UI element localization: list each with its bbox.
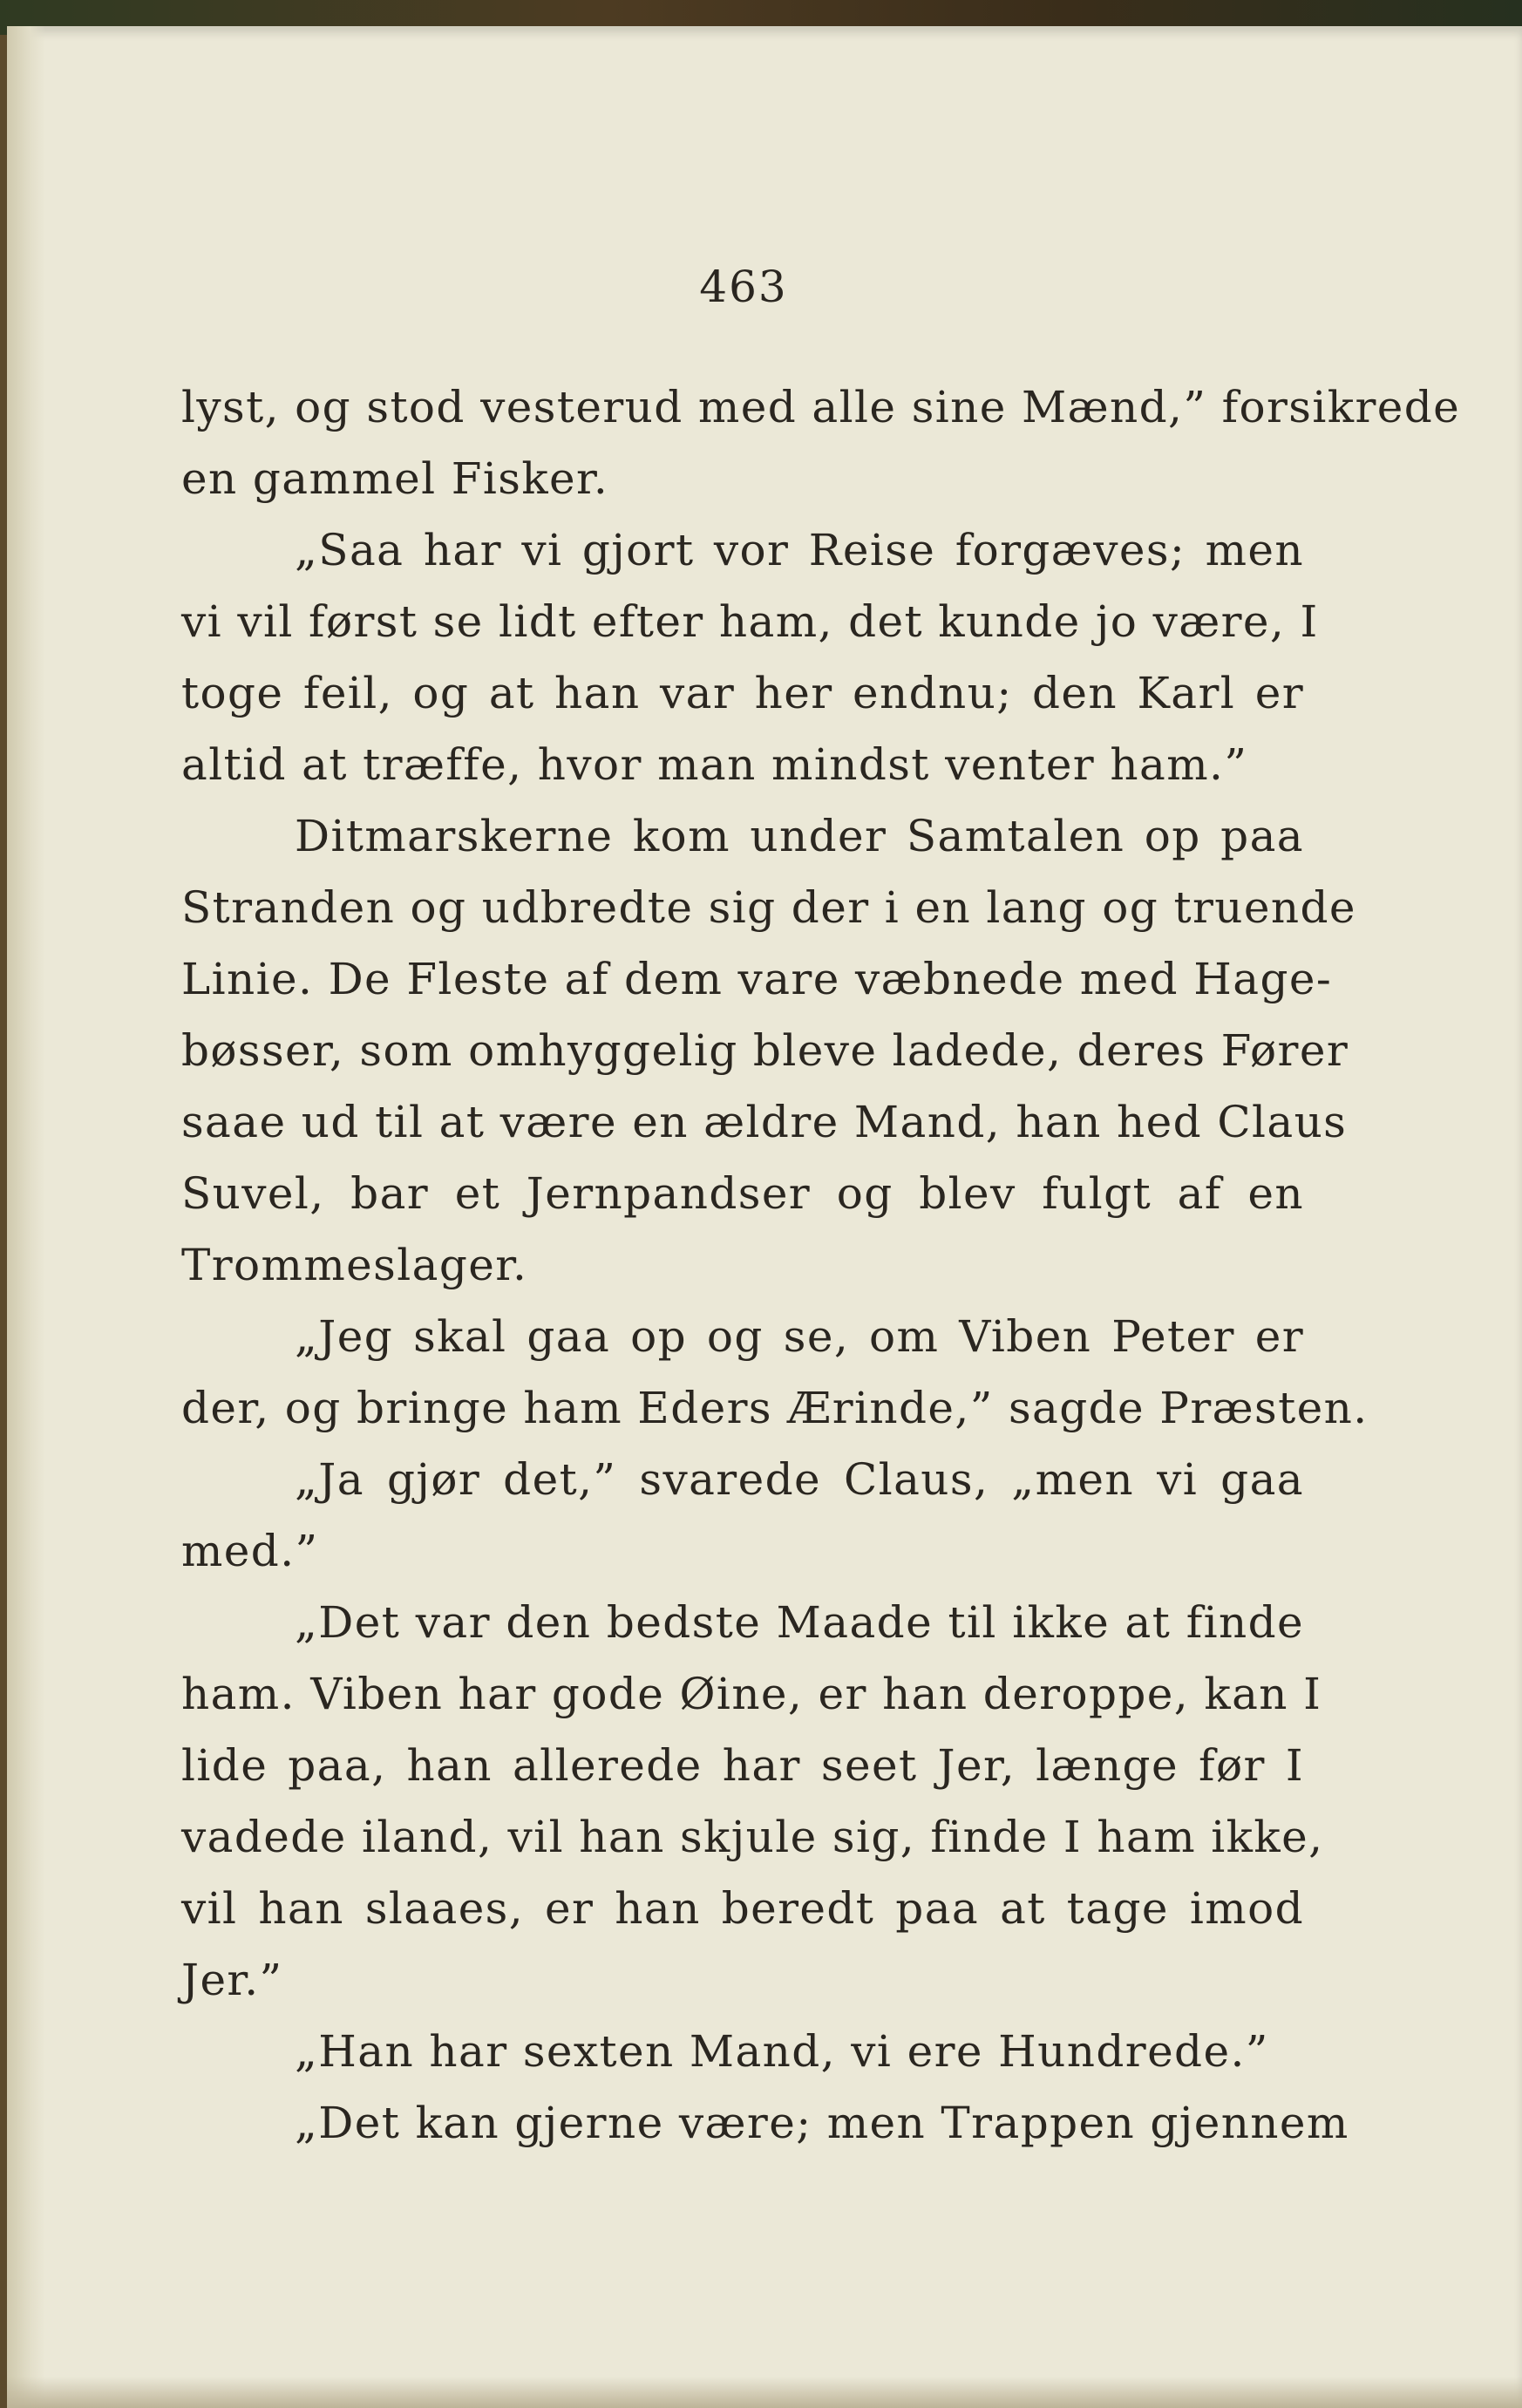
text-line: vil han slaaes, er han beredt paa at tage imod (181, 1883, 1304, 1934)
text-line: lide paa, han allerede har seet Jer, længe før I (181, 1740, 1304, 1791)
text-line: der, og bringe ham Eders Ærinde,” sagde Præsten. (181, 1383, 1369, 1433)
text-line: vadede iland, vil han skjule sig, finde I ham ikke, (181, 1812, 1324, 1862)
text-line: vi vil først se lidt efter ham, det kunde jo være, I (181, 596, 1319, 647)
text-line: „Jeg skal gaa op og se, om Viben Peter er (295, 1311, 1304, 1362)
text-line: bøsser, som omhyggelig bleve ladede, deres Fører (181, 1025, 1349, 1076)
text-line: Suvel, bar et Jernpandser og blev fulgt af en (181, 1168, 1304, 1219)
text-line: saae ud til at være en ældre Mand, han hed Claus (181, 1097, 1348, 1147)
text-line: Linie. De Fleste af dem vare væbnede med Hage- (181, 954, 1333, 1004)
text-line: ham. Viben har gode Øine, er han deroppe, kan I (181, 1669, 1322, 1719)
text-line: „Saa har vi gjort vor Reise forgæves; men (295, 525, 1304, 575)
text-line: en gammel Fisker. (181, 453, 609, 504)
text-line: „Han har sexten Mand, vi ere Hundrede.” (295, 2026, 1269, 2077)
text-line: altid at træffe, hvor man mindst venter ham.” (181, 739, 1248, 790)
text-line: Jer.” (181, 1955, 283, 2005)
body-text (181, 371, 1461, 2159)
page-number: 463 (699, 262, 788, 312)
book-page (7, 26, 1522, 2408)
text-line: med.” (181, 1526, 319, 1576)
text-line: lyst, og stod vesterud med alle sine Mænd,” forsikrede (181, 382, 1461, 432)
text-line: Trommeslager. (181, 1240, 528, 1290)
text-line: „Ja gjør det,” svarede Claus, „men vi gaa (295, 1454, 1304, 1505)
text-line: „Det var den bedste Maade til ikke at finde (295, 1597, 1304, 1648)
text-line: toge feil, og at han var her endnu; den Karl er (181, 668, 1304, 718)
text-line: Stranden og udbredte sig der i en lang og truende (181, 882, 1356, 933)
text-line: „Det kan gjerne være; men Trappen gjennem (295, 2098, 1349, 2148)
text-line: Ditmarskerne kom under Samtalen op paa (295, 811, 1304, 861)
